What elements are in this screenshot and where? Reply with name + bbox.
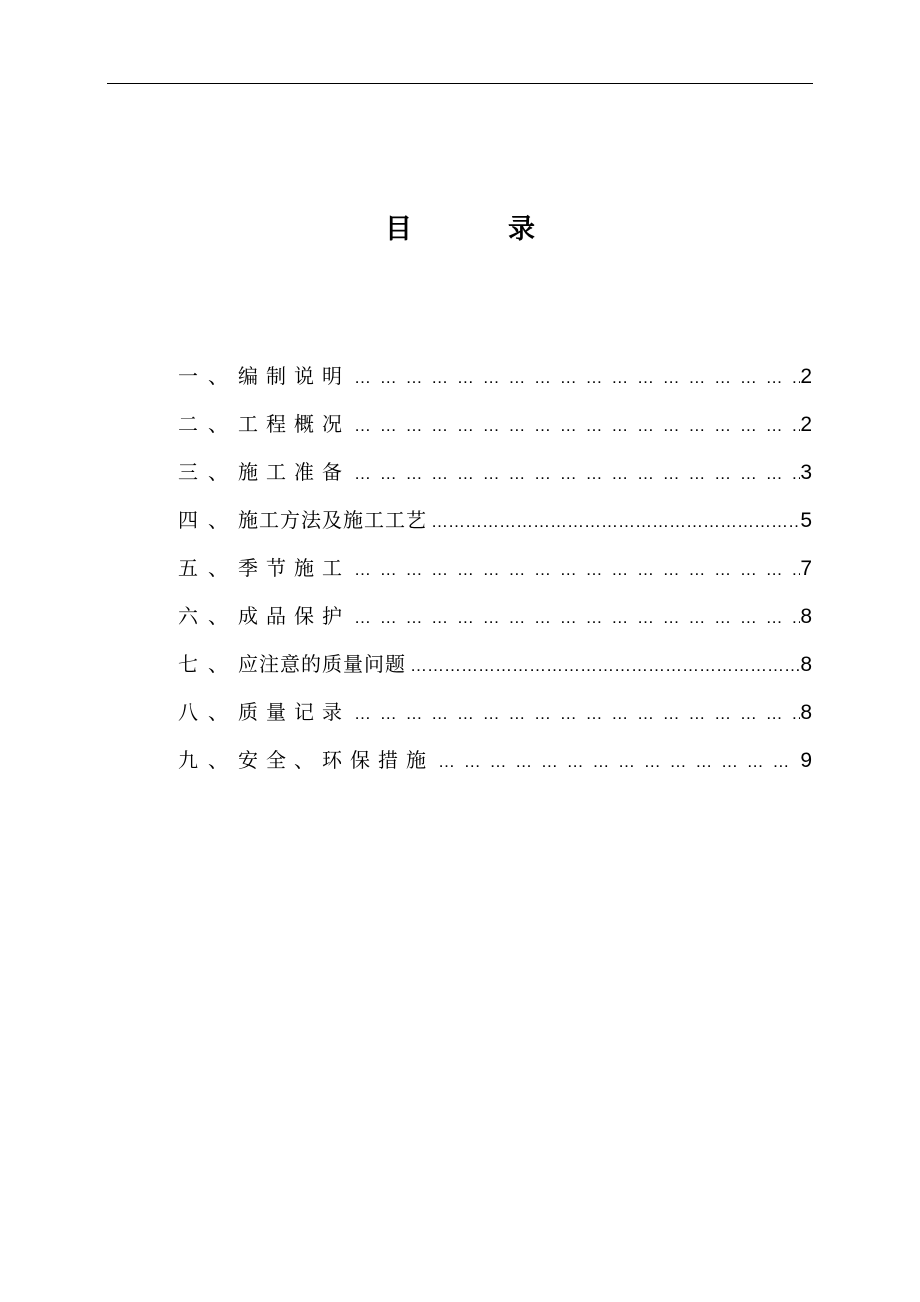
- toc-entry[interactable]: [178, 644, 812, 692]
- table-of-contents: [178, 356, 812, 788]
- toc-entry-leader: [350, 454, 800, 494]
- toc-entry-label: 施工方法及施工工艺: [238, 508, 427, 532]
- toc-entry-leader: [350, 406, 800, 446]
- toc-entry-label: 季节施工: [238, 556, 350, 580]
- toc-entry[interactable]: [178, 356, 812, 404]
- page-title-char-1: 目: [385, 214, 412, 245]
- header-rule: [107, 83, 813, 84]
- toc-entry-number: 四、: [178, 508, 238, 532]
- toc-entry[interactable]: [178, 452, 812, 500]
- toc-entry[interactable]: [178, 596, 812, 644]
- toc-entry-page: 2: [800, 365, 812, 388]
- toc-entry-page: 8: [800, 701, 812, 724]
- toc-entry-page: 2: [800, 413, 812, 436]
- toc-entry-leader: [427, 502, 800, 542]
- toc-entry-page: 7: [800, 557, 812, 580]
- toc-entry[interactable]: [178, 500, 812, 548]
- page-title: [0, 212, 920, 248]
- toc-entry-leader: [350, 598, 800, 638]
- toc-entry-label: 编制说明: [238, 364, 350, 388]
- toc-entry-number: 七、: [178, 652, 238, 676]
- toc-entry-page: 8: [800, 605, 812, 628]
- toc-entry-page: 5: [800, 509, 812, 532]
- toc-entry-number: 八、: [178, 700, 238, 724]
- toc-entry-leader: [350, 358, 800, 398]
- toc-entry[interactable]: [178, 404, 812, 452]
- toc-entry-label: 施工准备: [238, 460, 350, 484]
- toc-entry-number: 二、: [178, 412, 238, 436]
- toc-entry-leader: [350, 694, 800, 734]
- toc-entry[interactable]: [178, 740, 812, 788]
- toc-entry[interactable]: [178, 692, 812, 740]
- toc-entry-label: 质量记录: [238, 700, 350, 724]
- toc-entry-number: 九、: [178, 748, 238, 772]
- toc-entry[interactable]: [178, 548, 812, 596]
- toc-entry-page: 8: [800, 653, 812, 676]
- toc-entry-number: 一、: [178, 364, 238, 388]
- toc-entry-label: 成品保护: [238, 604, 350, 628]
- toc-entry-number: 五、: [178, 556, 238, 580]
- toc-entry-leader: [406, 646, 800, 686]
- toc-entry-number: 三、: [178, 460, 238, 484]
- toc-entry-page: 3: [800, 461, 812, 484]
- toc-entry-label: 应注意的质量问题: [238, 652, 406, 676]
- toc-entry-label: 工程概况: [238, 412, 350, 436]
- toc-entry-leader: [434, 742, 800, 782]
- toc-entry-number: 六、: [178, 604, 238, 628]
- toc-entry-label: 安全、环保措施: [238, 748, 434, 772]
- toc-entry-page: 9: [800, 749, 812, 772]
- page-title-char-2: 录: [508, 214, 535, 245]
- toc-entry-leader: [350, 550, 800, 590]
